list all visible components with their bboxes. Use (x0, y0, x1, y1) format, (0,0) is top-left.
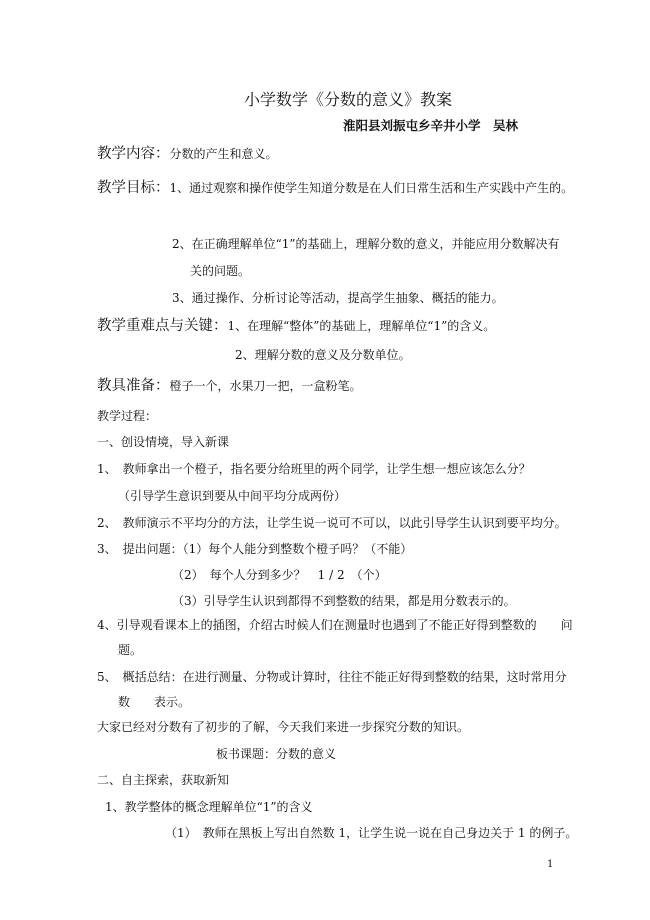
teaching-tools-text: 橙子一个，水果刀一把，一盒粉笔。 (169, 379, 362, 393)
transition-sentence: 大家已经对分数有了初步的了解，今天我们来进一步探究分数的知识。 (97, 720, 470, 734)
step-5-continued: 数 表示。 (118, 695, 191, 709)
teaching-content-text: 分数的产生和意义。 (169, 147, 278, 161)
key-point-2: 2、理解分数的意义及分数单位。 (235, 348, 411, 362)
teaching-process-heading: 教学过程： (97, 409, 158, 423)
step-4: 4、引导观看课本上的插图，介绍古时候人们在测量时也遇到了不能正好得到整数的 问 (97, 618, 573, 632)
step-3-part-2: （2） 每个人分到多少？ 1 / 2 （个） (172, 568, 387, 582)
teaching-content (97, 146, 278, 162)
subsection-1-point-1: （1） 教师在黑板上写出自然数 1，让学生说一说在自己身边关于 1 的例子。 (165, 826, 578, 840)
teaching-tools (97, 378, 362, 394)
document-title: 小学数学《分数的意义》教案 (244, 90, 453, 109)
key-point-1: 1、在理解“整体”的基础上，理解单位“1”的含义。 (227, 319, 496, 333)
step-4-continued: 题。 (118, 643, 143, 657)
step-1-note: （引导学生意识到要从中间平均分成两份） (118, 489, 347, 503)
author-line: 淮阳县刘振屯乡辛井小学 吴林 (343, 118, 519, 133)
teaching-goals-label: 教学目标： (97, 180, 170, 196)
key-points (97, 318, 495, 334)
teaching-content-label: 教学内容： (97, 146, 170, 162)
step-1: 1、 教师拿出一个橙子，指名要分给班里的两个同学，让学生想一想应该怎么分？ (97, 462, 531, 476)
goal-1: 1、通过观察和操作使学生知道分数是在人们日常生活和生产实践中产生的。 (169, 181, 574, 195)
teaching-goals (97, 180, 573, 196)
step-5: 5、 概括总结：在进行测量、分物或计算时，往往不能正好得到整数的结果，这时常用分 (97, 670, 567, 684)
board-title: 板书课题：分数的意义 (216, 747, 337, 761)
goal-2: 2、在正确理解单位“1”的基础上，理解分数的意义，并能应用分数解决有 (172, 237, 560, 251)
subsection-1-heading: 1、教学整体的概念理解单位“1”的含义 (105, 800, 313, 814)
teaching-tools-label: 教具准备： (97, 378, 170, 394)
step-3-part-3: （3）引导学生认识到都得不到整数的结果，都是用分数表示的。 (172, 594, 516, 608)
page-number: 1 (547, 859, 554, 870)
section-1-heading: 一、创设情境，导入新课 (97, 435, 230, 449)
key-points-label: 教学重难点与关键： (97, 318, 228, 334)
step-3: 3、 提出问题：（1）每个人能分到整数个橙子吗？（不能） (97, 542, 413, 556)
goal-3: 3、通过操作、分析讨论等活动，提高学生抽象、概括的能力。 (172, 291, 504, 305)
section-2-heading: 二、自主探索，获取新知 (97, 773, 230, 787)
goal-2-continued: 关的问题。 (190, 264, 251, 278)
step-2: 2、 教师演示不平均分的方法，让学生说一说可不可以，以此引导学生认识到要平均分。 (97, 516, 567, 530)
